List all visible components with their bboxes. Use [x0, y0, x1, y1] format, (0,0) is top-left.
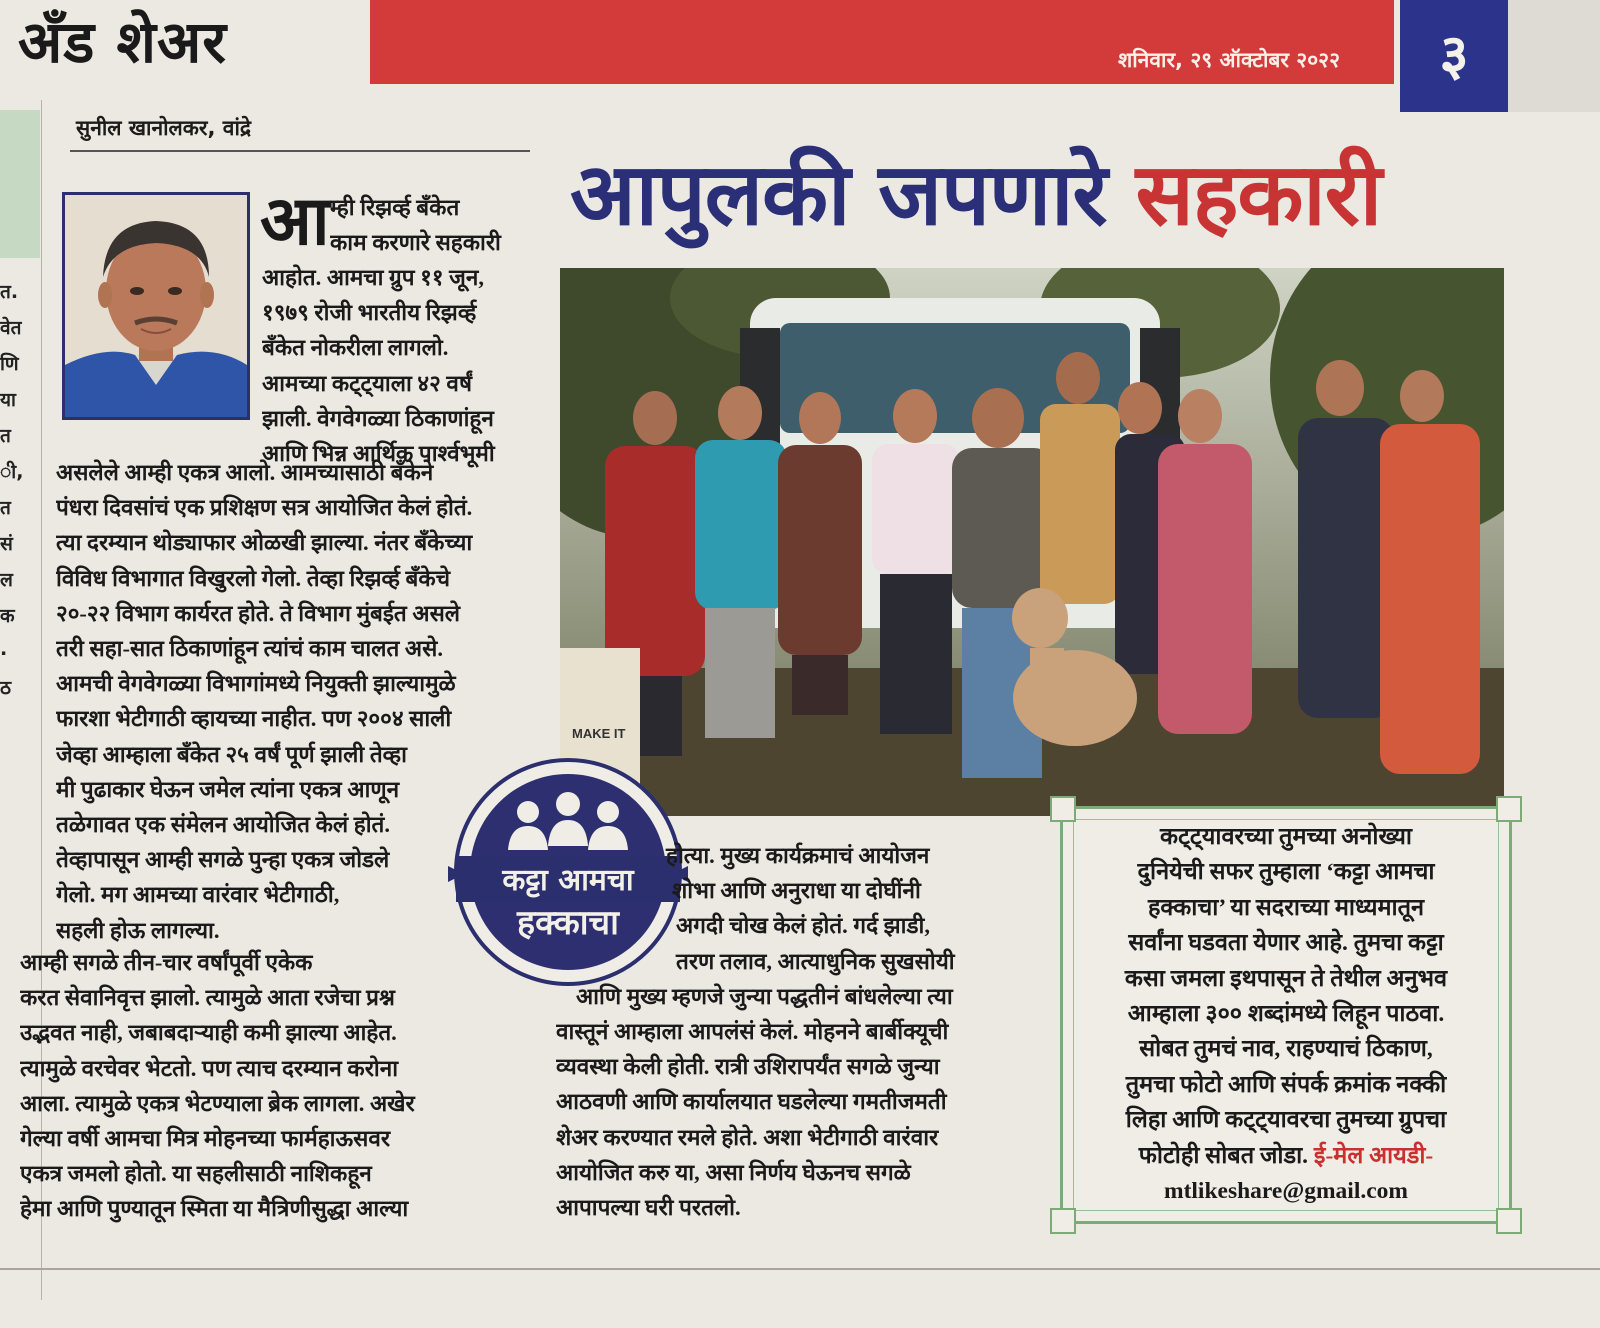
text-line: दुनियेची सफर तुम्हाला ‘कट्टा आमचा	[1137, 859, 1435, 886]
text-line: बँकेत नोकरीला लागलो.	[262, 335, 449, 361]
text-line: हेमा आणि पुण्यातून स्मिता या मैत्रिणीसुद्धा आल्या	[20, 1196, 409, 1222]
page-number: ३	[1400, 0, 1508, 112]
text-line: विविध विभागात विखुरलो गेलो. तेव्हा रिझर्व्ह बँकेचे	[56, 565, 450, 591]
text-line: आला. त्यामुळे एकत्र भेटण्याला ब्रेक लागला. अखेर	[20, 1090, 415, 1116]
text-line: अगदी चोख केलं होतं. गर्द झाडी,	[676, 913, 930, 939]
text-line: गेल्या वर्षी आमचा मित्र मोहनच्या फार्महाऊसवर	[20, 1126, 391, 1152]
text-line: सहली होऊ लागल्या.	[56, 917, 220, 943]
text-line: आपापल्या घरी परतलो.	[556, 1195, 741, 1221]
submission-info-text	[1074, 820, 1498, 1209]
bag-text: MAKE IT	[572, 726, 626, 741]
author-photo	[62, 192, 250, 420]
badge-line1: कट्टा आमचा	[502, 863, 634, 898]
adjacent-column-fragment: या	[0, 389, 16, 411]
text-line: आठवणी आणि कार्यालयात घडलेल्या गमतीजमती	[556, 1089, 947, 1115]
text-line: तरी सहा-सात ठिकाणांहून त्यांचं काम चालत असे.	[56, 636, 443, 662]
text-line: त्या दरम्यान थोड्याफार ओळखी झाल्या. नंतर बँकेच्या	[56, 530, 473, 556]
text-line: लिहा आणि कट्ट्यावरचा तुमच्या ग्रुपचा	[1125, 1107, 1447, 1134]
badge-line2: हक्काचा	[517, 903, 619, 943]
text-line: पंधरा दिवसांचं एक प्रशिक्षण सत्र आयोजित केलं होतं.	[56, 495, 473, 521]
section-title: अँड शेअर	[18, 8, 228, 76]
text-line: झाली. वेगवेगळ्या ठिकाणांहून	[262, 405, 494, 431]
text-line: शोभा आणि अनुराधा या दोघींनी	[672, 878, 921, 904]
author-portrait-image	[65, 195, 247, 417]
text-line: आम्हाला ३०० शब्दांमध्ये लिहून पाठवा.	[1127, 1001, 1445, 1028]
article-col1-mid	[262, 260, 527, 471]
box-corner-ornament	[1050, 1208, 1076, 1234]
text-line: तुमचा फोटो आणि संपर्क क्रमांक नक्की	[1125, 1071, 1447, 1098]
adjacent-column-fragment: त.	[0, 281, 19, 303]
text-line: सोबत तुमचं नाव, राहण्याचं ठिकाण,	[1139, 1036, 1433, 1063]
adjacent-column-fragment: ी,	[0, 461, 24, 483]
group-photo-image	[560, 268, 1504, 816]
text-line: तळेगावत एक संमेलन आयोजित केलं होतं.	[56, 812, 390, 838]
text-line: एकत्र जमलो होतो. या सहलीसाठी नाशिकहून	[20, 1161, 372, 1187]
page-bottom-rule	[0, 1268, 1600, 1270]
box-corner-ornament	[1050, 796, 1076, 822]
text-line: शेअर करण्यात रमले होते. अशा भेटीगाठी वारंवार	[556, 1124, 939, 1150]
text-line: वास्तूनं आम्हाला आपलंसं केलं. मोहनने बार्बीक्यूची	[556, 1019, 949, 1045]
text-line: २०-२२ विभाग कार्यरत होते. ते विभाग मुंबईत असले	[56, 600, 461, 626]
text-line: आणि भिन्न आर्थिक पार्श्वभूमी	[262, 441, 495, 467]
text-line: म्ही रिझर्व्ह बँकेत	[330, 195, 460, 220]
text-line: व्यवस्था केली होती. रात्री उशिरापर्यंत सगळे जुन्या	[556, 1054, 940, 1080]
adjacent-column-fragment: ल	[0, 569, 13, 591]
byline: सुनील खानोलकर, वांद्रे	[76, 116, 252, 140]
info-last-line	[1074, 1139, 1498, 1174]
page-edge	[1508, 0, 1600, 112]
text-line: आमची वेगवेगळ्या विभागांमध्ये नियुक्ती झाल्यामुळे	[56, 671, 456, 697]
text-line: आणि मुख्य म्हणजे जुन्या पद्धतीनं बांधलेल्या त्या	[576, 983, 953, 1009]
article-col1-top	[330, 190, 526, 260]
text-line: गेलो. मग आमच्या वारंवार भेटीगाठी,	[56, 882, 340, 908]
article-col2	[556, 838, 1026, 1225]
group-photo	[560, 268, 1504, 816]
text-line: उद्भवत नाही, जबाबदाऱ्याही कमी झाल्या आहेत.	[20, 1020, 397, 1046]
text-line: कसा जमला इथपासून ते तेथील अनुभव	[1124, 965, 1448, 992]
adjacent-column-fragment: वेत	[0, 317, 22, 339]
text-line: जेव्हा आम्हाला बँकेत २५ वर्षं पूर्ण झाली तेव्हा	[56, 741, 407, 767]
adjacent-column-fragment: सं	[0, 533, 13, 555]
text-line: आमच्या कट्ट्याला ४२ वर्षं	[262, 370, 472, 396]
text-line: मी पुढाकार घेऊन जमेल त्यांना एकत्र आणून	[56, 776, 400, 802]
adjacent-column-fragment: णि	[0, 353, 19, 375]
text-line: त्यामुळे वरचेवर भेटतो. पण त्याच दरम्यान करोना	[20, 1055, 399, 1081]
headline	[570, 140, 1381, 250]
text-line: फारशा भेटीगाठी व्हायच्या नाहीत. पण २००४ साली	[56, 706, 452, 732]
adjacent-column-fragment: ठ	[0, 677, 12, 699]
adjacent-column-fragment: क	[0, 605, 15, 627]
info-line-end: फोटोही सोबत जोडा.	[1138, 1142, 1309, 1169]
drop-cap: आ	[260, 183, 330, 259]
text-line: आहोत. आमचा ग्रुप ११ जून,	[262, 265, 484, 290]
text-line: कट्ट्यावरच्या तुमच्या अनोख्या	[1160, 824, 1412, 850]
article-col1-bottom	[20, 945, 520, 1227]
headline-part1: आपुलकी जपणारे	[570, 145, 1107, 245]
adjacent-column-fragment: त	[0, 497, 11, 519]
text-line: होत्या. मुख्य कार्यक्रमाचं आयोजन	[666, 843, 930, 868]
issue-date: शनिवार, २९ ऑक्टोबर २०२२	[1117, 48, 1340, 72]
byline-rule	[70, 150, 530, 152]
text-line: काम करणारे सहकारी	[330, 230, 501, 256]
text-line: तेव्हापासून आम्ही सगळे पुन्हा एकत्र जोडले	[56, 847, 390, 873]
adjacent-column-fragment: .	[0, 638, 8, 660]
text-line: करत सेवानिवृत्त झालो. त्यामुळे आता रजेचा प्रश्न	[20, 985, 395, 1011]
text-line: सर्वांना घडवता येणार आहे. तुमचा कट्टा	[1128, 930, 1444, 957]
text-line: १९७९ रोजी भारतीय रिझर्व्ह	[262, 300, 477, 326]
text-line: तरण तलाव, आत्याधुनिक सुखसोयी	[676, 948, 955, 974]
text-line: असलेले आम्ही एकत्र आलो. आमच्यासाठी बँकेने	[56, 460, 434, 485]
box-corner-ornament	[1496, 1208, 1522, 1234]
email-address[interactable]: mtlikeshare@gmail.com	[1164, 1178, 1408, 1205]
box-corner-ornament	[1496, 796, 1522, 822]
headline-part2: सहकारी	[1135, 145, 1382, 245]
email-label: ई-मेल आयडी-	[1313, 1142, 1434, 1169]
text-line: आम्ही सगळे तीन-चार वर्षांपूर्वी एकेक	[20, 950, 313, 975]
text-line: आयोजित करु या, असा निर्णय घेऊनच सगळे	[556, 1159, 911, 1185]
adjacent-column-fragment: त	[0, 425, 11, 447]
text-line: हक्काचा’ या सदराच्या माध्यमातून	[1147, 894, 1425, 921]
